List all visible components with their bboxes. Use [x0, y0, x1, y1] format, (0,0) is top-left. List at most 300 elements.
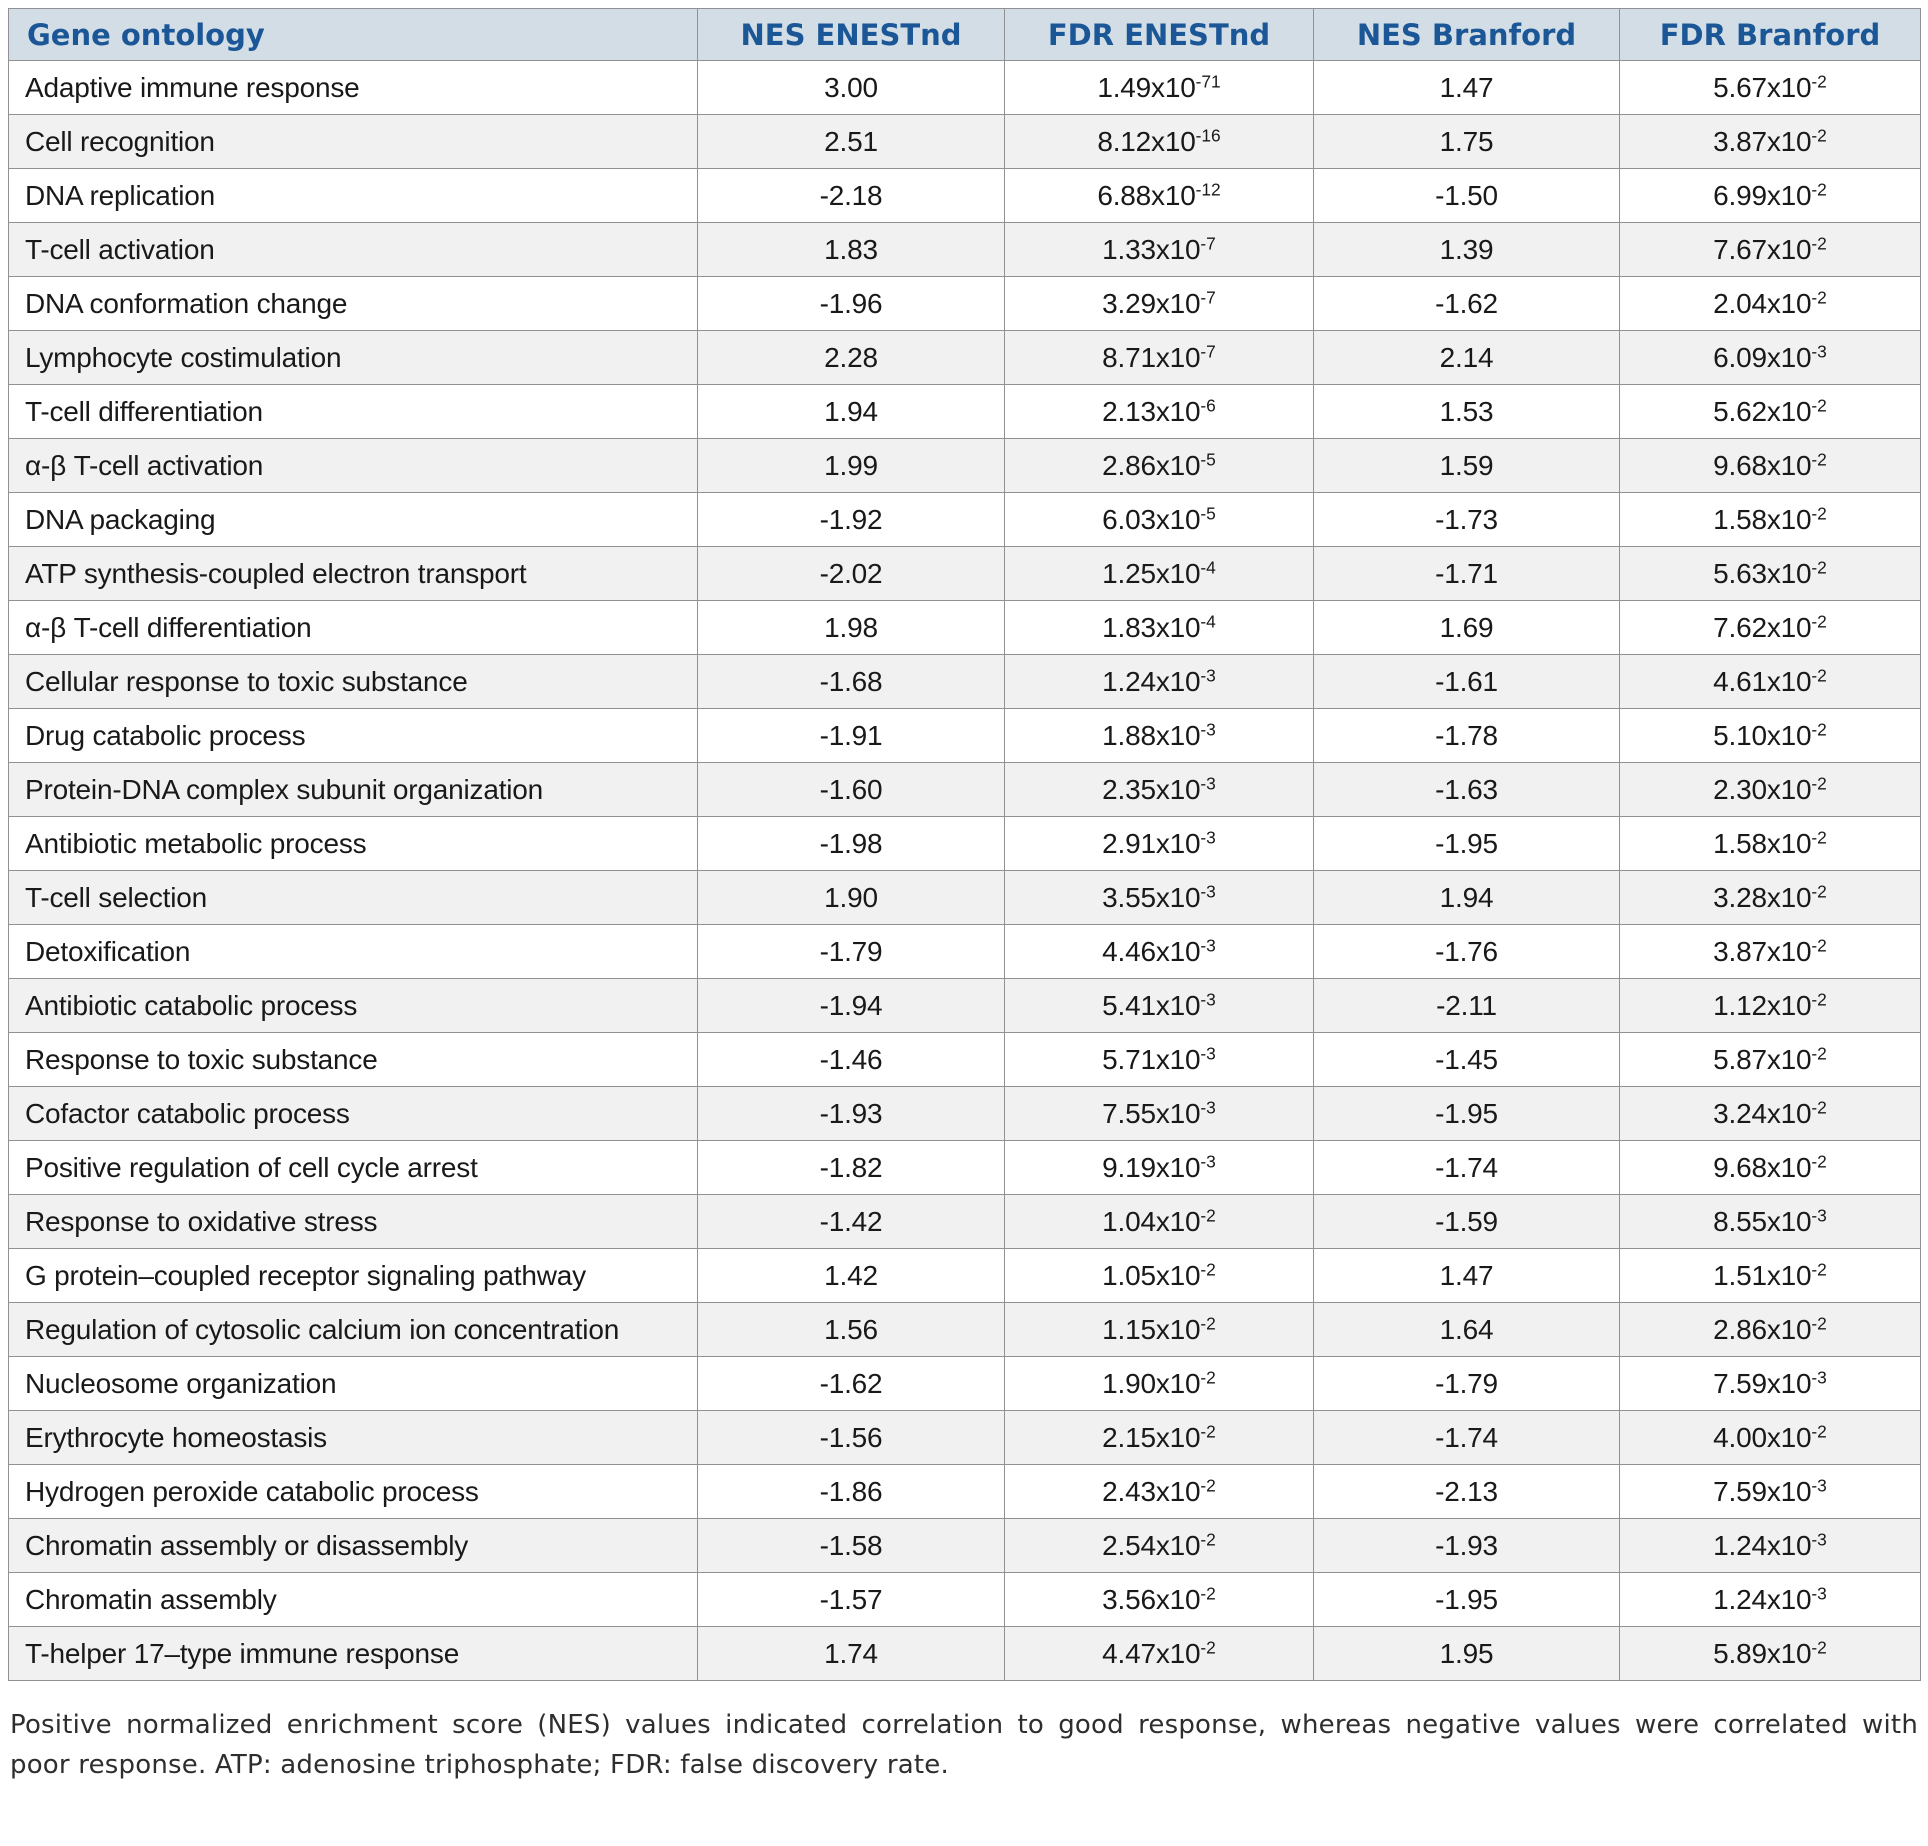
fdr-exponent: -3 — [1200, 1042, 1216, 1063]
fdr-mantissa: 6.88x10 — [1097, 179, 1196, 211]
fdr-exponent: -2 — [1811, 664, 1827, 685]
fdr-mantissa: 2.30x10 — [1713, 773, 1812, 805]
cell-fdr-enestnd — [1005, 871, 1314, 925]
fdr-mantissa: 1.04x10 — [1102, 1205, 1201, 1237]
cell-nes-branford: -1.59 — [1314, 1195, 1620, 1249]
fdr-exponent: -16 — [1195, 124, 1221, 145]
fdr-exponent: -2 — [1811, 124, 1827, 145]
cell-fdr-branford — [1620, 277, 1921, 331]
cell-nes-enestnd: -1.57 — [698, 1573, 1005, 1627]
fdr-exponent: -2 — [1200, 1474, 1216, 1495]
cell-nes-branford: 2.14 — [1314, 331, 1620, 385]
cell-fdr-branford — [1620, 1303, 1921, 1357]
fdr-mantissa: 1.83x10 — [1102, 611, 1201, 643]
cell-gene-ontology: Detoxification — [9, 925, 698, 979]
column-header-nes-branford: NES Branford — [1314, 9, 1620, 61]
fdr-mantissa: 1.58x10 — [1713, 827, 1812, 859]
table-row — [9, 871, 1921, 925]
cell-nes-branford: -1.71 — [1314, 547, 1620, 601]
cell-fdr-branford — [1620, 169, 1921, 223]
cell-nes-enestnd: -1.68 — [698, 655, 1005, 709]
cell-nes-enestnd: 3.00 — [698, 61, 1005, 115]
cell-nes-enestnd: -1.86 — [698, 1465, 1005, 1519]
table-row — [9, 493, 1921, 547]
cell-fdr-enestnd — [1005, 601, 1314, 655]
fdr-exponent: -2 — [1811, 1636, 1827, 1657]
fdr-mantissa: 3.28x10 — [1713, 881, 1812, 913]
fdr-mantissa: 3.87x10 — [1713, 935, 1812, 967]
fdr-mantissa: 2.86x10 — [1102, 449, 1201, 481]
cell-nes-enestnd: -1.91 — [698, 709, 1005, 763]
table-row — [9, 709, 1921, 763]
fdr-mantissa: 8.55x10 — [1713, 1205, 1812, 1237]
cell-gene-ontology: T-cell differentiation — [9, 385, 698, 439]
fdr-mantissa: 5.41x10 — [1102, 989, 1201, 1021]
fdr-exponent: -71 — [1195, 70, 1221, 91]
footnote-line-2: poor response. ATP: adenosine triphosphate; FDR: false discovery rate. — [10, 1750, 949, 1780]
cell-gene-ontology: T-helper 17–type immune response — [9, 1627, 698, 1681]
fdr-exponent: -2 — [1811, 70, 1827, 91]
fdr-exponent: -12 — [1195, 178, 1221, 199]
cell-fdr-branford — [1620, 1033, 1921, 1087]
fdr-exponent: -2 — [1811, 718, 1827, 739]
cell-gene-ontology: G protein–coupled receptor signaling pathway — [9, 1249, 698, 1303]
cell-fdr-enestnd — [1005, 1357, 1314, 1411]
cell-fdr-enestnd — [1005, 331, 1314, 385]
fdr-mantissa: 1.90x10 — [1102, 1367, 1201, 1399]
table-row — [9, 223, 1921, 277]
table-row — [9, 1411, 1921, 1465]
fdr-mantissa: 4.61x10 — [1713, 665, 1812, 697]
cell-nes-enestnd: 1.74 — [698, 1627, 1005, 1681]
column-header-nes-enestnd: NES ENESTnd — [698, 9, 1005, 61]
cell-nes-enestnd: 1.99 — [698, 439, 1005, 493]
fdr-mantissa: 3.56x10 — [1102, 1583, 1201, 1615]
cell-fdr-enestnd — [1005, 1519, 1314, 1573]
fdr-exponent: -2 — [1200, 1204, 1216, 1225]
fdr-mantissa: 6.09x10 — [1713, 341, 1812, 373]
cell-fdr-enestnd — [1005, 169, 1314, 223]
cell-fdr-branford — [1620, 331, 1921, 385]
cell-gene-ontology: α-β T-cell differentiation — [9, 601, 698, 655]
fdr-mantissa: 1.25x10 — [1102, 557, 1201, 589]
cell-gene-ontology: DNA packaging — [9, 493, 698, 547]
cell-nes-branford: 1.47 — [1314, 1249, 1620, 1303]
cell-fdr-enestnd — [1005, 439, 1314, 493]
fdr-mantissa: 2.35x10 — [1102, 773, 1201, 805]
cell-fdr-branford — [1620, 1465, 1921, 1519]
table-row — [9, 925, 1921, 979]
fdr-mantissa: 5.67x10 — [1713, 71, 1812, 103]
cell-fdr-branford — [1620, 709, 1921, 763]
cell-fdr-branford — [1620, 1519, 1921, 1573]
fdr-mantissa: 1.51x10 — [1713, 1259, 1812, 1291]
cell-gene-ontology: T-cell activation — [9, 223, 698, 277]
table-row — [9, 1303, 1921, 1357]
cell-gene-ontology: Erythrocyte homeostasis — [9, 1411, 698, 1465]
table-row — [9, 115, 1921, 169]
fdr-mantissa: 2.13x10 — [1102, 395, 1201, 427]
fdr-mantissa: 7.67x10 — [1713, 233, 1812, 265]
fdr-mantissa: 1.33x10 — [1102, 233, 1201, 265]
fdr-exponent: -3 — [1811, 1528, 1827, 1549]
cell-fdr-enestnd — [1005, 817, 1314, 871]
cell-nes-enestnd: 1.94 — [698, 385, 1005, 439]
table-row — [9, 439, 1921, 493]
table-row — [9, 331, 1921, 385]
fdr-exponent: -2 — [1811, 880, 1827, 901]
cell-fdr-branford — [1620, 1249, 1921, 1303]
fdr-mantissa: 7.55x10 — [1102, 1097, 1201, 1129]
cell-nes-branford: -1.95 — [1314, 1087, 1620, 1141]
cell-fdr-enestnd — [1005, 763, 1314, 817]
cell-gene-ontology: Response to toxic substance — [9, 1033, 698, 1087]
cell-nes-branford: -1.63 — [1314, 763, 1620, 817]
fdr-exponent: -2 — [1200, 1636, 1216, 1657]
cell-fdr-branford — [1620, 61, 1921, 115]
fdr-exponent: -3 — [1200, 718, 1216, 739]
fdr-exponent: -2 — [1811, 934, 1827, 955]
cell-gene-ontology: DNA conformation change — [9, 277, 698, 331]
cell-gene-ontology: Antibiotic catabolic process — [9, 979, 698, 1033]
cell-nes-branford: -1.62 — [1314, 277, 1620, 331]
cell-nes-branford: 1.75 — [1314, 115, 1620, 169]
table-row — [9, 1627, 1921, 1681]
cell-nes-enestnd: 1.42 — [698, 1249, 1005, 1303]
table-row — [9, 1357, 1921, 1411]
cell-nes-branford: -2.11 — [1314, 979, 1620, 1033]
fdr-exponent: -2 — [1811, 772, 1827, 793]
fdr-exponent: -7 — [1200, 340, 1216, 361]
cell-fdr-enestnd — [1005, 1249, 1314, 1303]
fdr-exponent: -2 — [1811, 1258, 1827, 1279]
cell-fdr-branford — [1620, 1411, 1921, 1465]
cell-fdr-enestnd — [1005, 1465, 1314, 1519]
fdr-exponent: -7 — [1200, 286, 1216, 307]
cell-gene-ontology: Adaptive immune response — [9, 61, 698, 115]
fdr-mantissa: 4.00x10 — [1713, 1421, 1812, 1453]
cell-fdr-enestnd — [1005, 1033, 1314, 1087]
fdr-exponent: -2 — [1200, 1582, 1216, 1603]
fdr-mantissa: 2.04x10 — [1713, 287, 1812, 319]
table-body — [9, 61, 1921, 1681]
fdr-exponent: -2 — [1811, 988, 1827, 1009]
cell-nes-branford: 1.47 — [1314, 61, 1620, 115]
fdr-exponent: -7 — [1200, 232, 1216, 253]
cell-gene-ontology: Response to oxidative stress — [9, 1195, 698, 1249]
cell-nes-enestnd: -1.79 — [698, 925, 1005, 979]
cell-fdr-branford — [1620, 601, 1921, 655]
cell-nes-enestnd: 1.98 — [698, 601, 1005, 655]
fdr-mantissa: 5.87x10 — [1713, 1043, 1812, 1075]
cell-nes-enestnd: -2.18 — [698, 169, 1005, 223]
table-row — [9, 1573, 1921, 1627]
fdr-exponent: -3 — [1200, 934, 1216, 955]
table-header — [9, 9, 1921, 61]
fdr-mantissa: 4.47x10 — [1102, 1637, 1201, 1669]
cell-gene-ontology: ATP synthesis-coupled electron transport — [9, 547, 698, 601]
cell-fdr-enestnd — [1005, 1141, 1314, 1195]
cell-fdr-enestnd — [1005, 493, 1314, 547]
fdr-mantissa: 1.58x10 — [1713, 503, 1812, 535]
fdr-mantissa: 6.03x10 — [1102, 503, 1201, 535]
cell-nes-branford: 1.39 — [1314, 223, 1620, 277]
cell-gene-ontology: T-cell selection — [9, 871, 698, 925]
cell-nes-branford: -1.78 — [1314, 709, 1620, 763]
cell-gene-ontology: DNA replication — [9, 169, 698, 223]
table-row — [9, 1465, 1921, 1519]
fdr-exponent: -2 — [1200, 1258, 1216, 1279]
table-row — [9, 655, 1921, 709]
cell-gene-ontology: Cellular response to toxic substance — [9, 655, 698, 709]
fdr-exponent: -2 — [1811, 502, 1827, 523]
cell-fdr-branford — [1620, 979, 1921, 1033]
cell-nes-branford: 1.53 — [1314, 385, 1620, 439]
fdr-exponent: -2 — [1811, 178, 1827, 199]
fdr-mantissa: 2.86x10 — [1713, 1313, 1812, 1345]
cell-gene-ontology: Hydrogen peroxide catabolic process — [9, 1465, 698, 1519]
fdr-mantissa: 9.68x10 — [1713, 449, 1812, 481]
fdr-mantissa: 5.62x10 — [1713, 395, 1812, 427]
table-row — [9, 817, 1921, 871]
fdr-exponent: -2 — [1811, 286, 1827, 307]
cell-nes-branford: -1.76 — [1314, 925, 1620, 979]
cell-fdr-branford — [1620, 1141, 1921, 1195]
cell-nes-branford: 1.64 — [1314, 1303, 1620, 1357]
cell-gene-ontology: α-β T-cell activation — [9, 439, 698, 493]
cell-nes-branford: -1.95 — [1314, 817, 1620, 871]
table-row — [9, 1519, 1921, 1573]
cell-gene-ontology: Positive regulation of cell cycle arrest — [9, 1141, 698, 1195]
cell-nes-branford: -1.45 — [1314, 1033, 1620, 1087]
cell-fdr-branford — [1620, 925, 1921, 979]
fdr-mantissa: 8.71x10 — [1102, 341, 1201, 373]
cell-fdr-branford — [1620, 763, 1921, 817]
fdr-exponent: -3 — [1811, 340, 1827, 361]
table-header-row — [9, 9, 1921, 61]
cell-gene-ontology: Lymphocyte costimulation — [9, 331, 698, 385]
fdr-exponent: -2 — [1200, 1420, 1216, 1441]
fdr-exponent: -6 — [1200, 394, 1216, 415]
fdr-exponent: -5 — [1200, 502, 1216, 523]
cell-nes-enestnd: -1.60 — [698, 763, 1005, 817]
fdr-mantissa: 2.15x10 — [1102, 1421, 1201, 1453]
cell-nes-branford: -1.93 — [1314, 1519, 1620, 1573]
cell-fdr-branford — [1620, 655, 1921, 709]
cell-nes-enestnd: -1.56 — [698, 1411, 1005, 1465]
cell-nes-branford: -1.74 — [1314, 1141, 1620, 1195]
fdr-mantissa: 9.68x10 — [1713, 1151, 1812, 1183]
cell-gene-ontology: Nucleosome organization — [9, 1357, 698, 1411]
fdr-mantissa: 1.24x10 — [1713, 1583, 1812, 1615]
cell-fdr-enestnd — [1005, 223, 1314, 277]
table-row — [9, 1195, 1921, 1249]
fdr-mantissa: 2.91x10 — [1102, 827, 1201, 859]
cell-gene-ontology: Cell recognition — [9, 115, 698, 169]
cell-fdr-enestnd — [1005, 925, 1314, 979]
cell-fdr-enestnd — [1005, 979, 1314, 1033]
fdr-exponent: -2 — [1811, 394, 1827, 415]
cell-gene-ontology: Chromatin assembly or disassembly — [9, 1519, 698, 1573]
fdr-exponent: -3 — [1811, 1204, 1827, 1225]
cell-fdr-enestnd — [1005, 1627, 1314, 1681]
cell-nes-enestnd: -1.42 — [698, 1195, 1005, 1249]
cell-nes-branford: -1.74 — [1314, 1411, 1620, 1465]
cell-fdr-enestnd — [1005, 1195, 1314, 1249]
fdr-mantissa: 4.46x10 — [1102, 935, 1201, 967]
cell-fdr-enestnd — [1005, 1411, 1314, 1465]
cell-nes-enestnd: -1.92 — [698, 493, 1005, 547]
fdr-exponent: -2 — [1811, 448, 1827, 469]
cell-nes-enestnd: 2.28 — [698, 331, 1005, 385]
cell-nes-branford: -2.13 — [1314, 1465, 1620, 1519]
cell-fdr-branford — [1620, 385, 1921, 439]
gene-ontology-table — [8, 8, 1921, 1681]
cell-nes-enestnd: 1.83 — [698, 223, 1005, 277]
fdr-exponent: -3 — [1200, 880, 1216, 901]
table-row — [9, 601, 1921, 655]
fdr-mantissa: 5.63x10 — [1713, 557, 1812, 589]
fdr-exponent: -4 — [1200, 556, 1216, 577]
fdr-mantissa: 7.59x10 — [1713, 1367, 1812, 1399]
cell-fdr-branford — [1620, 223, 1921, 277]
fdr-mantissa: 7.62x10 — [1713, 611, 1812, 643]
cell-fdr-branford — [1620, 1357, 1921, 1411]
fdr-exponent: -3 — [1811, 1474, 1827, 1495]
cell-nes-branford: 1.94 — [1314, 871, 1620, 925]
fdr-mantissa: 2.43x10 — [1102, 1475, 1201, 1507]
fdr-mantissa: 3.24x10 — [1713, 1097, 1812, 1129]
fdr-exponent: -2 — [1811, 1420, 1827, 1441]
cell-nes-enestnd: 1.90 — [698, 871, 1005, 925]
cell-nes-enestnd: -1.62 — [698, 1357, 1005, 1411]
fdr-exponent: -3 — [1200, 1096, 1216, 1117]
fdr-mantissa: 5.10x10 — [1713, 719, 1812, 751]
fdr-exponent: -2 — [1200, 1366, 1216, 1387]
fdr-mantissa: 6.99x10 — [1713, 179, 1812, 211]
cell-gene-ontology: Antibiotic metabolic process — [9, 817, 698, 871]
footnote-line-1: Positive normalized enrichment score (NES) values indicated correlation to good response, whereas negative values were correlated with — [10, 1710, 1918, 1740]
fdr-exponent: -2 — [1811, 826, 1827, 847]
fdr-mantissa: 1.49x10 — [1097, 71, 1196, 103]
fdr-exponent: -2 — [1811, 556, 1827, 577]
table-row — [9, 1033, 1921, 1087]
fdr-mantissa: 1.12x10 — [1713, 989, 1812, 1021]
fdr-exponent: -3 — [1200, 826, 1216, 847]
fdr-exponent: -3 — [1200, 988, 1216, 1009]
fdr-mantissa: 8.12x10 — [1097, 125, 1196, 157]
column-header-fdr-branford: FDR Branford — [1620, 9, 1921, 61]
cell-fdr-enestnd — [1005, 655, 1314, 709]
table-row — [9, 979, 1921, 1033]
cell-nes-enestnd: -2.02 — [698, 547, 1005, 601]
cell-nes-branford: -1.79 — [1314, 1357, 1620, 1411]
cell-fdr-branford — [1620, 439, 1921, 493]
cell-gene-ontology: Protein-DNA complex subunit organization — [9, 763, 698, 817]
cell-fdr-enestnd — [1005, 61, 1314, 115]
cell-nes-branford: -1.95 — [1314, 1573, 1620, 1627]
table-row — [9, 1087, 1921, 1141]
table-row — [9, 61, 1921, 115]
fdr-mantissa: 3.29x10 — [1102, 287, 1201, 319]
fdr-mantissa: 1.24x10 — [1102, 665, 1201, 697]
cell-nes-enestnd: -1.58 — [698, 1519, 1005, 1573]
fdr-mantissa: 3.55x10 — [1102, 881, 1201, 913]
fdr-exponent: -2 — [1811, 610, 1827, 631]
cell-gene-ontology: Regulation of cytosolic calcium ion concentration — [9, 1303, 698, 1357]
fdr-exponent: -2 — [1200, 1312, 1216, 1333]
fdr-exponent: -2 — [1811, 1042, 1827, 1063]
fdr-mantissa: 7.59x10 — [1713, 1475, 1812, 1507]
cell-nes-enestnd: -1.98 — [698, 817, 1005, 871]
table-row — [9, 547, 1921, 601]
cell-fdr-branford — [1620, 1195, 1921, 1249]
cell-fdr-enestnd — [1005, 1087, 1314, 1141]
cell-nes-branford: -1.73 — [1314, 493, 1620, 547]
cell-nes-enestnd: -1.82 — [698, 1141, 1005, 1195]
table-row — [9, 385, 1921, 439]
cell-nes-branford: -1.61 — [1314, 655, 1620, 709]
cell-fdr-enestnd — [1005, 1573, 1314, 1627]
cell-fdr-branford — [1620, 493, 1921, 547]
table-row — [9, 277, 1921, 331]
cell-gene-ontology: Chromatin assembly — [9, 1573, 698, 1627]
cell-nes-enestnd: -1.46 — [698, 1033, 1005, 1087]
cell-gene-ontology: Cofactor catabolic process — [9, 1087, 698, 1141]
cell-fdr-enestnd — [1005, 547, 1314, 601]
cell-fdr-branford — [1620, 817, 1921, 871]
table-footnote — [10, 1705, 1918, 1785]
cell-fdr-enestnd — [1005, 385, 1314, 439]
table-row — [9, 169, 1921, 223]
table-row — [9, 1249, 1921, 1303]
fdr-exponent: -2 — [1811, 1312, 1827, 1333]
column-header-fdr-enestnd: FDR ENESTnd — [1005, 9, 1314, 61]
fdr-exponent: -3 — [1811, 1366, 1827, 1387]
column-header-gene-ontology: Gene ontology — [9, 9, 698, 61]
fdr-exponent: -3 — [1200, 664, 1216, 685]
fdr-mantissa: 1.88x10 — [1102, 719, 1201, 751]
fdr-mantissa: 1.24x10 — [1713, 1529, 1812, 1561]
cell-nes-branford: 1.69 — [1314, 601, 1620, 655]
cell-fdr-branford — [1620, 1087, 1921, 1141]
cell-fdr-branford — [1620, 1573, 1921, 1627]
fdr-mantissa: 1.15x10 — [1102, 1313, 1201, 1345]
fdr-exponent: -2 — [1811, 232, 1827, 253]
cell-nes-enestnd: 1.56 — [698, 1303, 1005, 1357]
cell-fdr-branford — [1620, 871, 1921, 925]
fdr-exponent: -3 — [1811, 1582, 1827, 1603]
fdr-exponent: -2 — [1811, 1150, 1827, 1171]
fdr-exponent: -2 — [1811, 1096, 1827, 1117]
cell-fdr-branford — [1620, 1627, 1921, 1681]
cell-fdr-enestnd — [1005, 709, 1314, 763]
cell-nes-enestnd: -1.93 — [698, 1087, 1005, 1141]
fdr-exponent: -2 — [1200, 1528, 1216, 1549]
fdr-mantissa: 3.87x10 — [1713, 125, 1812, 157]
cell-fdr-enestnd — [1005, 277, 1314, 331]
table-row — [9, 763, 1921, 817]
cell-nes-enestnd: -1.96 — [698, 277, 1005, 331]
cell-fdr-enestnd — [1005, 115, 1314, 169]
cell-nes-enestnd: 2.51 — [698, 115, 1005, 169]
table-row — [9, 1141, 1921, 1195]
cell-nes-branford: -1.50 — [1314, 169, 1620, 223]
fdr-exponent: -4 — [1200, 610, 1216, 631]
fdr-mantissa: 2.54x10 — [1102, 1529, 1201, 1561]
fdr-exponent: -5 — [1200, 448, 1216, 469]
fdr-mantissa: 9.19x10 — [1102, 1151, 1201, 1183]
